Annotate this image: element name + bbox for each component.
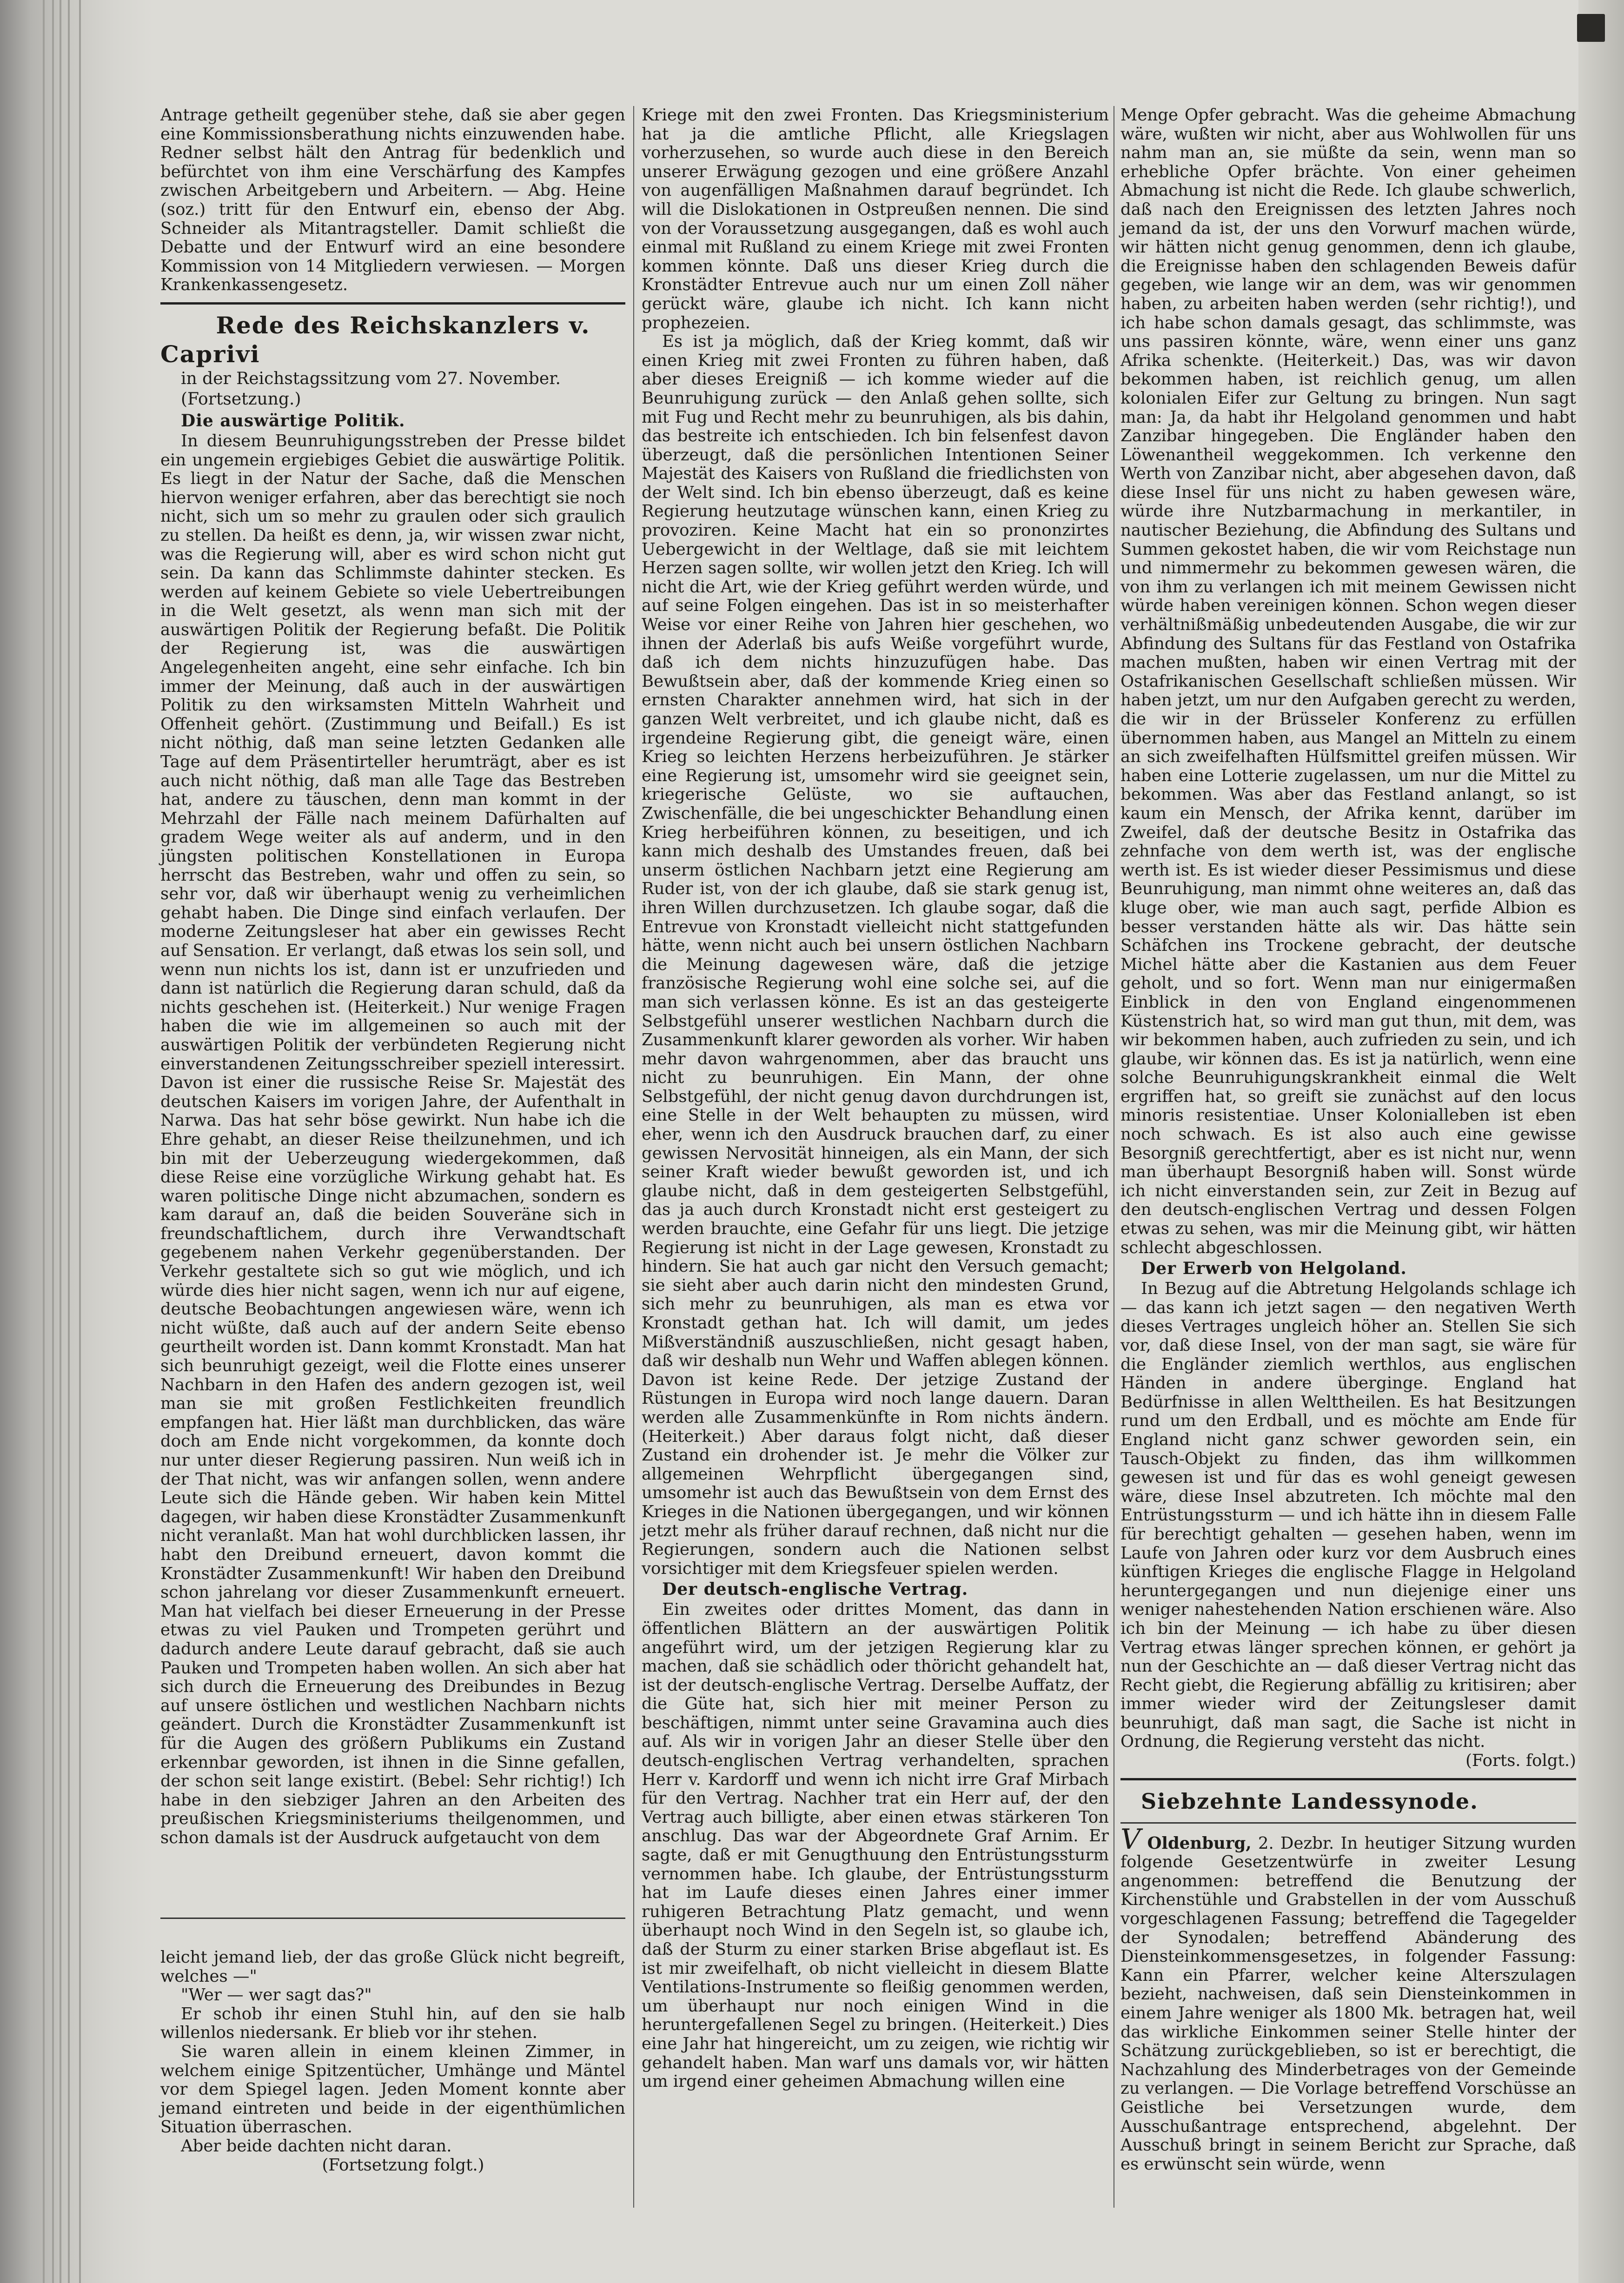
article-paragraph: Kriege mit den zwei Fronten. Das Kriegsministerium hat ja die amtliche Pflicht, alle Kriegslagen vorherzusehen, so wurde auch diese in den Bereich unserer Erwägung gezogen und eine größere Anzahl von augenfälligen Maßnahmen darauf begründet. Ich will die Dislokationen in Ostpreußen nennen. Die sind von der Voraussetzung ausgegangen, daß es wohl auch einmal mit Rußland zu einem Kriege mit zwei Fronten kommen könnte. Daß uns dieser Krieg durch die Kronstädter Entrevue auch nur um einen Zoll näher gerückt wäre, glaube ich nicht. Ich kann nicht prophezeien. bbox=[642, 106, 1109, 332]
article-continuation: Antrage getheilt gegenüber stehe, daß sie aber gegen eine Kommissionsberathung nichts einzuwenden habe. Redner selbst hält den Antrag für bedenklich und befürchtet von ihm eine Verschärfung des Kampfes zwischen Arbeitgebern und Arbeitern. — Abg. Heine (soz.) tritt für den Entwurf ein, ebenso der Abg. Schneider als Mitantragsteller. Damit schließt die Debatte und der Entwurf wird an eine besondere Kommission von 14 Mitgliedern verwiesen. — Morgen Krankenkassengesetz. bbox=[160, 106, 625, 295]
binding-shadow bbox=[0, 0, 153, 2283]
page-edge bbox=[52, 0, 54, 2283]
column-3 bbox=[1120, 106, 1576, 2174]
story-line: Sie waren allein in einem kleinen Zimmer, in welchem einige Spitzentücher, Umhänge und Mäntel vor dem Spiegel lagen. Jeden Moment konnte aber jemand eintreten und beide in der eigenthümlichen Situation überraschen. bbox=[160, 2042, 625, 2137]
story-continued-note: (Fortsetzung folgt.) bbox=[322, 2155, 484, 2175]
article-paragraph: In Bezug auf die Abtretung Helgolands schlage ich — das kann ich jetzt sagen — den negativen Werth dieses Vertrages ungleich höher an. Stellen Sie sich vor, daß diese Insel, von der man sagt, sie wäre für die Engländer ziemlich werthlos, aus englischen Händen in andere überginge. England hat Bedürfnisse in allen Welttheilen. Es hat Besitzungen rund um den Erdball, und es möchte am Ende für England nicht ganz schwer geworden sein, ein Tausch-Objekt zu finden, das ihm willkommen gewesen ist und für das es wohl geneigt gewesen wäre, diese Insel abzutreten. Ich möchte mal den Entrüstungssturm — und ich hätte ihn in diesem Falle für berechtigt gehalten — gesehen haben, wenn im Laufe von Jahren oder kurz vor dem Ausbruch eines künftigen Krieges die englische Flagge in Helgoland heruntergegangen und nun diejenige einer uns weniger nahestehenden Nation erschienen wäre. Also ich bin der Meinung — ich habe zu über diesen Vertrag etwas länger sprechen können, er gehört ja nun der Geschichte an — daß dieser Vertrag nicht das Recht giebt, die Regierung abfällig zu kritisiren; aber immer wieder wird der Zeitungsleser damit beunruhigt, daß man sagt, die Sache ist nicht in Ordnung, die Regierung versteht das nicht. bbox=[1120, 1279, 1576, 1752]
article-divider bbox=[160, 302, 625, 305]
page-edge bbox=[60, 0, 61, 2283]
feuilleton-story bbox=[160, 1948, 625, 2175]
page-edge bbox=[68, 0, 70, 2283]
continued-note: (Forts. folgt.) bbox=[1465, 1751, 1576, 1771]
section-heading: Die auswärtige Politik. bbox=[181, 411, 405, 431]
article-paragraph: Es ist ja möglich, daß der Krieg kommt, daß wir einen Krieg mit zwei Fronten zu führen haben, daß aber dieses Ereigniß — ich komme wieder auf die Beunruhigung zurück — den Anlaß gehen sollte, sich mit Fug und Recht mehr zu beunruhigen, als bis dahin, das bestreite ich entschieden. Ich bin felsenfest davon überzeugt, daß die persönlichen Intentionen Seiner Majestät des Kaisers von Rußland die friedlichsten von der Welt sind. Ich bin ebenso überzeugt, daß es keine Regierung heutzutage wünschen kann, einen Krieg zu provoziren. Keine Macht hat ein so prononzirtes Uebergewicht in der Weltlage, daß sie mit leichtem Herzen sagen sollte, wir wollen jetzt den Krieg. Ich will nicht die Art, wie der Krieg geführt werden würde, und auf seine Folgen eingehen. Das ist in so meisterhafter Weise vor einer Reihe von Jahren hier geschehen, wo ihnen der Aderlaß bis aufs Weiße vorgeführt wurde, daß ich dem nichts hinzuzufügen habe. Das Bewußtsein aber, daß der kommende Krieg einen so ernsten Charakter annehmen wird, hat sich in der ganzen Welt verbreitet, und ich glaube nicht, daß es irgendeine Regierung gibt, die geneigt wäre, einen Krieg so leichten Herzens herbeizuführen. Je stärker eine Regierung ist, umsomehr wird sie geeignet sein, kriegerische Gelüste, wo sie auftauchen, Zwischenfälle, die bei ungeschickter Behandlung einen Krieg herbeiführen können, zu beseitigen, und ich kann mich deshalb des Umstandes freuen, daß bei unserm östlichen Nachbarn jetzt eine Regierung am Ruder ist, von der ich glaube, daß sie stark genug ist, ihren Willen durchzusetzen. Ich glaube sogar, daß die Entrevue von Kronstadt vielleicht nicht stattgefunden hätte, wenn nicht auch bei unsern östlichen Nachbarn die Meinung dagewesen wäre, daß die jetzige französische Regierung wohl eine solche sei, auf die man sich verlassen könne. Es ist an das gesteigerte Selbstgefühl unserer westlichen Nachbarn durch die Zusammenkunft klarer geworden als vorher. Wir haben mehr davon wahrgenommen, aber das braucht uns nicht zu beunruhigen. Ein Mann, der ohne Selbstgefühl, der nicht genug davon durchdrungen ist, eine Stelle in der Welt behaupten zu müssen, wird eher, wenn ich den Ausdruck brauchen darf, zu einer gewissen Nervosität hinneigen, als ein Mann, der sich seiner Kraft wieder bewußt geworden ist, und ich glaube nicht, daß in dem gesteigerten Selbstgefühl, das ja auch durch Kronstadt nicht erst gesteigert zu werden brauchte, eine Gefahr für uns liegt. Die jetzige Regierung ist nicht in der Lage gewesen, Kronstadt zu hindern. Sie hat auch gar nicht den Versuch gemacht; sie sieht aber auch darin nicht den mindesten Grund, sich mehr zu beunruhigen, als man es etwa vor Kronstadt gethan hat. Ich will damit, um jedes Mißverständniß auszuschließen, nicht gesagt haben, daß wir deshalb nun Wehr und Waffen ablegen können. Davon ist keine Rede. Der jetzige Zustand der Rüstungen in Europa wird noch lange dauern. Daran werden alle Zusammenkünfte in Rom nichts ändern. (Heiterkeit.) Aber daraus folgt nicht, daß dieser Zustand ein drohender ist. Je mehr die Völker zur allgemeinen Wehrpflicht übergegangen sind, umsomehr ist auch das Bewußtsein von dem Ernst des Krieges in die Nationen übergegangen, und wir können jetzt mehr als früher darauf rechnen, daß nicht nur die Regierungen, sondern auch die Nationen selbst vorsichtiger mit dem Kriegsfeuer spielen werden. bbox=[642, 332, 1109, 1578]
article-paragraph: Ein zweites oder drittes Moment, das dann in öffentlichen Blättern an der auswärtigen Politik angeführt wird, um der jetzigen Regierung klar zu machen, daß sie schädlich oder thöricht gehandelt hat, ist der deutsch-englische Vertrag. Derselbe Auffatz, der die Güte hat, sich hier mit meiner Person zu beschäftigen, nimmt unter seine Gravamina auch dies auf. Als wir in vorigen Jahr an dieser Stelle über den deutsch-englischen Vertrag verhandelten, sprachen Herr v. Kardorff und wenn ich nicht irre Graf Mirbach für den Vertrag. Nachher trat ein Herr auf, der den Vertrag auch billigte, aber einen etwas stärkeren Ton anschlug. Das war der Abgeordnete Graf Arnim. Er sagte, daß er mit Genugthuung den Entrüstungssturm vernommen habe. Ich glaube, der Entrüstungssturm hat im Laufe dieses einen Jahres einer immer ruhigeren Betrachtung Platz gemacht, und wenn überhaupt noch Wind in den Segeln ist, so glaube ich, daß der Sturm zu einer starken Brise abgeflaut ist. Es ist mir zweifelhaft, ob nicht vielleicht in diesem Blatte Ventilations-Instrumente so fleißig genommen werden, um überhaupt nur noch einigen Wind in die heruntergefallenen Segel zu bringen. (Heiterkeit.) Dies eine Jahr hat hingereicht, um zu zeigen, wie richtig wir gehandelt haben. Man warf uns damals vor, wir hätten um irgend einer geheimen Abmachung willen eine bbox=[642, 1600, 1109, 2091]
story-line: Er schob ihr einen Stuhl hin, auf den sie halb willenlos niedersank. Er blieb vor ihr stehen. bbox=[160, 2004, 625, 2043]
feuilleton-divider bbox=[160, 1918, 625, 1919]
column-2 bbox=[642, 106, 1109, 2091]
page-edge bbox=[43, 0, 45, 2283]
title-underline bbox=[1120, 1822, 1576, 1824]
article-title: Siebzehnte Landessynode. bbox=[1141, 1788, 1479, 1814]
synod-report-text: 2. Dezbr. In heutiger Sitzung wurden folgende Gesetzentwürfe in zweiter Lesung angenommen: betreffend die Benutzung der Kirchenstühle und Grabstellen in der vom Ausschuß vorgeschlagenen Fassung; betreffend die Tagegelder der Synodalen; betreffend Abänderung des Diensteinkommensgesetzes, in folgender Fassung: Kann ein Pfarrer, welcher keine Alterszulagen bezieht, nachweisen, daß sein Diensteinkommen in einem Jahre weniger als 1800 Mk. betragen hat, weil das wirkliche Einkommen seiner Stelle hinter der Schätzung zurückgeblieben, so ist er berechtigt, die Nachzahlung des Minderbetrages von der Gemeinde zu verlangen. — Die Vorlage betreffend Vorschüsse an Geistliche bei Versetzungen wurde, dem Ausschußantrage entsprechend, abgelehnt. Der Ausschuß bringt in seinem Bericht zur Sprache, daß es erwünscht sein würde, wenn bbox=[1120, 1833, 1576, 2174]
column-rule bbox=[633, 106, 634, 2208]
story-line: "Wer — wer sagt das?" bbox=[181, 1985, 372, 2005]
story-line: leicht jemand lieb, der das große Glück nicht begreift, welches —" bbox=[160, 1948, 625, 1986]
article-subtitle: (Fortsetzung.) bbox=[181, 389, 301, 409]
article-subtitle: in der Reichstagssitzung vom 27. November. bbox=[181, 369, 561, 388]
section-heading: Der deutsch-englische Vertrag. bbox=[662, 1580, 968, 1599]
story-line: Aber beide dachten nicht daran. bbox=[181, 2136, 452, 2156]
page-edge bbox=[79, 0, 81, 2283]
column-1 bbox=[160, 106, 625, 1847]
synod-report bbox=[1120, 1823, 1576, 2174]
dateline-mark: V bbox=[1120, 1823, 1141, 1856]
article-divider bbox=[1120, 1778, 1576, 1780]
section-heading: Der Erwerb von Helgoland. bbox=[1141, 1259, 1407, 1279]
article-paragraph: In diesem Beunruhigungsstreben der Presse bildet ein ungemein ergiebiges Gebiet die auswärtige Politik. Es liegt in der Natur der Sache, daß die Menschen hiervon weniger erfahren, aber das berechtigt sie noch nicht, sich um so mehr zu graulen oder sich graulich zu stellen. Da heißt es denn, ja, wir wissen zwar nicht, was die Regierung will, aber es wird schon nicht gut sein. Da kann das Schlimmste dahinter stecken. Es werden auf keinem Gebiete so viele Uebertreibungen in die Welt gesetzt, als wenn man sich mit der auswärtigen Politik der Regierung befaßt. Die Politik der Regierung ist, was die auswärtigen Angelegenheiten angeht, eine sehr einfache. Ich bin immer der Meinung, daß auch in der auswärtigen Politik zu den wirksamsten Mitteln Wahrheit und Offenheit gehört. (Zustimmung und Beifall.) Es ist nicht nöthig, daß man seine letzten Gedanken alle Tage auf dem Präsentirteller herumträgt, aber es ist auch nicht nöthig, daß man alle Tage das Bestreben hat, andere zu täuschen, denn man kommt in der Mehrzahl der Fälle nach meinem Dafürhalten auf gradem Wege weiter als auf anderm, und in den jüngsten politischen Konstellationen in Europa herrscht das Bestreben, wahr und offen zu sein, so sehr vor, daß wir überhaupt wenig zu verheimlichen gehabt haben. Die Dinge sind einfach verlaufen. Der moderne Zeitungsleser hat aber ein gewisses Recht auf Sensation. Er verlangt, daß etwas los sein soll, und wenn nun nichts los ist, dann ist er unzufrieden und dann ist natürlich die Regierung daran schuld, daß da nichts geschehen ist. (Heiterkeit.) Nur wenige Fragen haben die wie im allgemeinen so auch mit der auswärtigen Politik der verbündeten Regierung nicht einverstandenen Zeitungsschreiber speziell interessirt. Davon ist einer die russische Reise Sr. Majestät des deutschen Kaisers im vorigen Jahre, der Aufenthalt in Narwa. Das hat sehr böse gewirkt. Nun habe ich die Ehre gehabt, an dieser Reise theilzunehmen, und ich bin mit der Ueberzeugung wiedergekommen, daß diese Reise eine vorzügliche Wirkung gehabt hat. Es waren politische Dinge nicht abzumachen, sondern es kam darauf an, daß die beiden Souveräne sich in freundschaftlichem, durch ihre Verwandtschaft gegebenem nahen Verkehr gegenüberstanden. Der Verkehr gestaltete sich so gut wie möglich, und ich würde dies hier nicht sagen, wenn ich nur auf eigene, deutsche Beobachtungen angewiesen wäre, wenn ich nicht wüßte, daß auch auf der andern Seite ebenso geurtheilt worden ist. Dann kommt Kronstadt. Man hat sich beunruhigt gezeigt, weil die Flotte eines unserer Nachbarn in den Hafen des andern gezogen ist, weil man sie mit großen Festlichkeiten freundlich empfangen hat. Hier läßt man durchblicken, das wäre doch am Ende nicht vorgekommen, da konnte doch nur unter dieser Regierung passiren. Nun weiß ich in der That nicht, was wir anfangen sollen, wenn andere Leute sich die Hände geben. Wir haben kein Mittel dagegen, wir haben diese Kronstädter Zusammenkunft nicht veranlaßt. Man hat wohl durchblicken lassen, ihr habt den Dreibund erneuert, davon kommt die Kronstädter Zusammenkunft! Wir haben den Dreibund schon jahrelang vor dieser Zusammenkunft erneuert. Man hat vielfach bei dieser Erneuerung in der Presse etwas zu viel Pauken und Trompeten gerührt und dadurch andere Leute darauf gebracht, daß sie auch Pauken und Trompeten haben wollen. An sich aber hat sich durch die Erneuerung des Dreibundes in Bezug auf unsere östlichen und westlichen Nachbarn nichts geändert. Durch die Kronstädter Zusammenkunft ist für die Augen des größern Publikums ein Zustand erkennbar geworden, ist ihnen in die Sinne gefallen, der schon seit lange existirt. (Bebel: Sehr richtig!) Ich habe in den siebziger Jahren an den Arbeiten des preußischen Kriegsministeriums theilgenommen, und schon damals ist der Ausdruck aufgetaucht von dem bbox=[160, 431, 625, 1847]
adjacent-page-strip bbox=[1578, 0, 1624, 2283]
dateline-place: Oldenburg, bbox=[1147, 1833, 1252, 1853]
scan-corner-mark bbox=[1577, 14, 1605, 42]
article-title: Rede des Reichskanzlers v. Caprivi bbox=[160, 311, 590, 368]
article-paragraph: Menge Opfer gebracht. Was die geheime Abmachung wäre, wußten wir nicht, aber aus Wohlwollen für uns nahm man an, sie müßte da sein, wenn man so erhebliche Opfer brächte. Von einer geheimen Abmachung ist nicht die Rede. Ich glaube schwerlich, daß nach den Ereignissen des letzten Jahres noch jemand da ist, der uns den Vorwurf machen würde, wir hätten nicht genug genommen, denn ich glaube, die Ereignisse haben den schlagenden Beweis dafür gegeben, wie lange wir an dem, was wir genommen haben, zu arbeiten haben werden (sehr richtig!), und ich habe schon damals gesagt, das schlimmste, was uns passiren könnte, wäre, wenn einer uns ganz Afrika schenkte. (Heiterkeit.) Das, was wir davon bekommen haben, ist reichlich genug, um allen kolonialen Eifer zur Geltung zu bringen. Nun sagt man: Ja, da habt ihr Helgoland genommen und habt Zanzibar hingegeben. Die Engländer haben den Löwenantheil weggekommen. Ich verkenne den Werth von Zanzibar nicht, aber abgesehen davon, daß diese Insel für uns nicht zu haben gewesen wäre, würde ihre Nutzbarmachung in merkantiler, in nautischer Beziehung, die Abfindung des Sultans und Summen gekostet haben, die wir vom Reichstage nun und nimmermehr zu bekommen gewesen wären, die von ihm zu verlangen ich mit meinem Gewissen nicht würde haben vereinigen können. Schon wegen dieser verhältnißmäßig unbedeutenden Ausgabe, die wir zur Abfindung des Sultans für das Festland von Ostafrika machen mußten, haben wir einen Vertrag mit der Ostafrikanischen Gesellschaft schließen müssen. Wir haben jetzt, um nur den Aufgaben gerecht zu werden, die wir in der Brüsseler Konferenz zu erfüllen übernommen haben, aus Mangel an Mitteln zu einem an sich zweifelhaften Hülfsmittel greifen müssen. Wir haben eine Lotterie zugelassen, um nur die Mittel zu bekommen. Was aber das Festland anlangt, so ist kaum ein Mensch, der Afrika kennt, darüber im Zweifel, daß der deutsche Besitz in Ostafrika das zehnfache von dem werth ist, was der englische werth ist. Es ist wieder dieser Pessimismus und diese Beunruhigung, man nimmt ohne weiteres an, daß das kluge ober, wie man auch sagt, perfide Albion es besser verstanden hätte als wir. Das hätte sein Schäfchen ins Trockene gebracht, der deutsche Michel hätte aber die Kastanien aus dem Feuer geholt, und so fort. Wenn man nur einigermaßen Einblick in den von England eingenommenen Küstenstrich hat, so wird man gut thun, mit dem, was wir bekommen haben, auch zufrieden zu sein, und ich glaube, wir können das. Es ist ja natürlich, wenn eine solche Beunruhigungskrankheit einmal die Welt ergriffen hat, so greift sie zunächst auf den locus minoris resistentiae. Unser Kolonialleben ist eben noch schwach. Es ist also auch eine gewisse Besorgniß gerechtfertigt, aber es ist nicht nur, wenn man überhaupt Besorgniß haben will. Sonst würde ich nicht einverstanden sein, zur Zeit in Bezug auf den deutsch-englischen Vertrag und dessen Folgen etwas zu sehen, was mir die Meinung gibt, wir hätten schlecht abgeschlossen. bbox=[1120, 106, 1576, 1257]
